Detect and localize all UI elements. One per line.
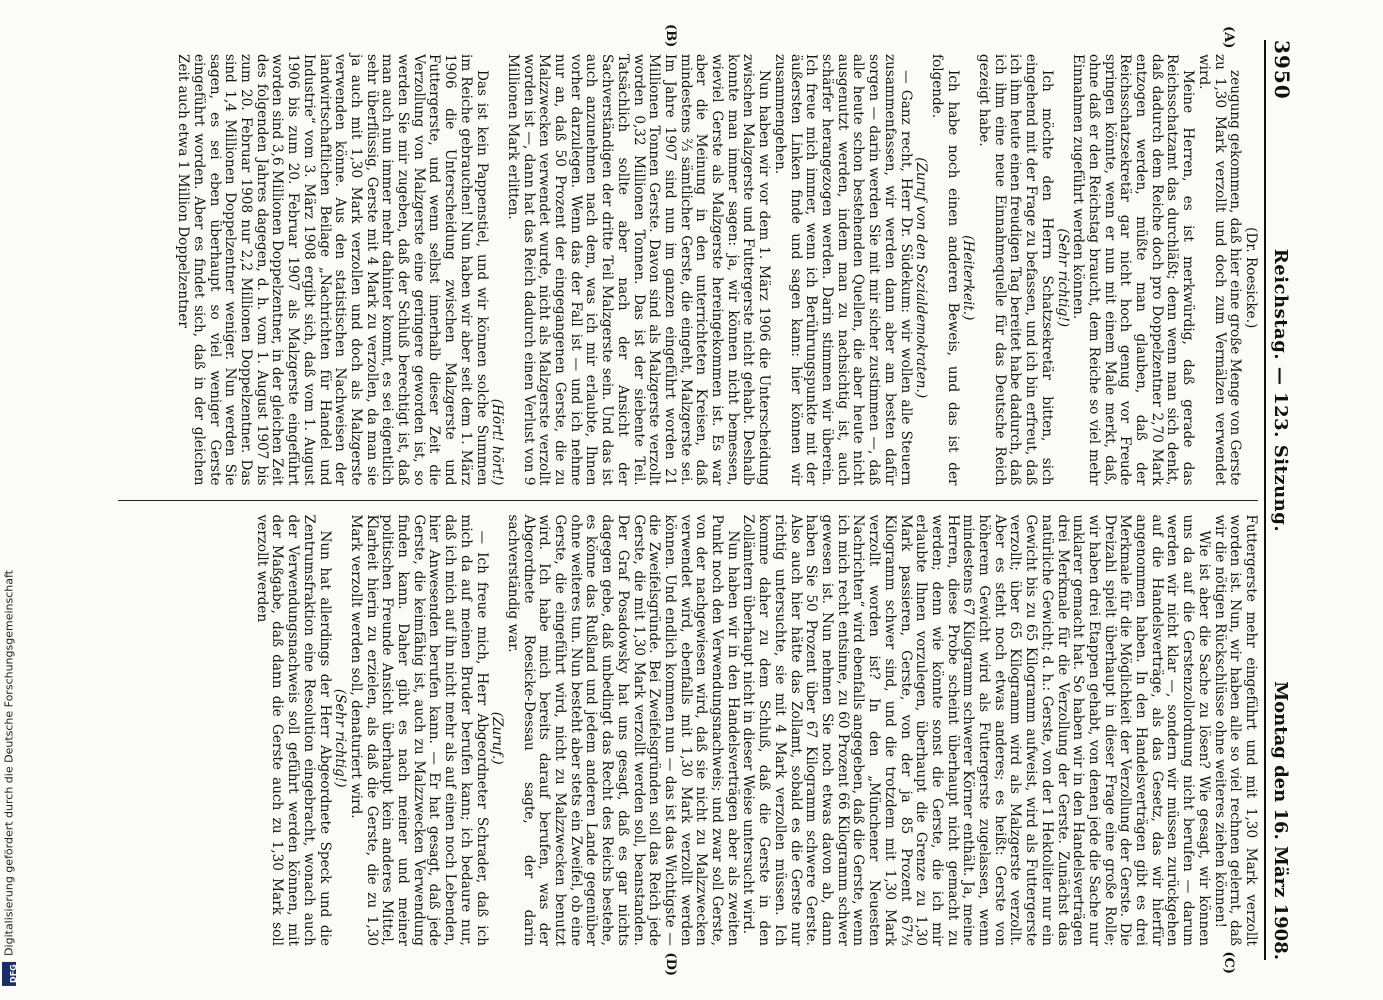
page-number: 3950 [1270,40,1294,100]
paragraph: zeugung gekommen, daß hier eine große Menge von Gerste zu 1,30 Mark verzollt und doch zum Vermälzen verwendet wird. [1195,54,1244,486]
left-column [118,24,1259,501]
interjection: (Zuruf von den Sozialdemokraten.) [913,157,930,399]
credit-text: Digitalisierung gefördert durch die Deutsche Forschungsgemeinschaft [2,570,16,956]
right-column [118,501,1259,976]
paragraph: Nun haben wir vor dem 1. März 1906 die Unterscheidung zwischen Malzgerste und Futtergerste nicht gehabt. Deshalb konnte man immer sagen: ja, wir können nicht bemessen, wieviel Gerste als Malzgerste hereingekommen ist. Es war aber die Meinung in den unterrichteten Kreisen, daß mindestens ⅔ sämtlicher Gerste, die eingeht, Malzgerste sei. Im Jahre 1907 sind nun im ganzen eingeführt worden 21 Millionen Tonnen Gerste. Davon sind als Malzgerste verzollt worden 0,32 Millionen Tonnen. Das ist der siebente Teil. Tatsächlich sollte aber nach der Ansicht der Sachverständigen der dritte Teil Malzgerste sein. Und das ist auch anzunehmen nach dem, was ich mir erlaubte, Ihnen vorher darzulegen. Wenn das der Fall ist — und ich nehme nur an, daß 50 Prozent der eingegangenen Gerste, die zu Malzzwecken verwendet wurde, nicht als Malzgerste verzollt worden ist —, dann hat das Reich dadurch einen Verlust von 9 Millionen Mark erlitten. [504,54,773,486]
session-date: Montag den 16. März 1908. [1270,681,1291,960]
speaker-name: (Dr. Roesicke.) [1243,227,1259,329]
page-header [1264,40,1294,960]
interjection: (Heiterkeit.) [960,235,977,321]
paragraph: Meine Herren, es ist merkwürdig, daß gerade das Reichsschatzamt das durchläßt; denn wenn man sich denkt, daß dadurch dem Reiche doch pro Doppelzentner 2,70 Mark entzogen werden, müßte man glauben, daß der Reichsschatzsekretär gar nicht hoch genug vor Freude springen könnte, wenn er nun mit einem Male merkt, daß, ohne daß er den Reichstag braucht, dem Reiche so viel mehr Einnahmen zugeführt werden können. [1070,54,1197,486]
paragraph: Ich möchte den Herrn Schatzsekretär bitten, sich eingehend mit der Frage zu befassen, und ich bin erfreut, daß ich ihm heute einen freudigen Tag bereitet habe dadurch, daß ich ihm eine neue Einnahmequelle für das Deutsche Reich gezeigt habe. [976,54,1055,486]
paragraph: Nun hat allerdings der Herr Abgeordnete Speck und die Zentrumsfraktion eine Resolution eingebracht, wonach auch der Verwendungsnachweis soll geführt werden können, mit der Maßgabe, daß dann die Gerste auch zu 1,30 Mark soll verzollt werden [253,514,333,946]
margin-mark-a: (A) [1221,26,1236,49]
paragraph: Ich habe noch einen anderen Beweis, und das ist der folgende. [928,54,961,486]
paragraph: Nun haben wir in den Handelsverträgen aber als zweiten Punkt noch den Verwendungsnachweis; und zwar soll Gerste, von der nachgewiesen wird, daß sie nicht zu Malzzwecken verwendet wird, ebenfalls mit 1,30 Mark verzollt werden können. Und endlich kommen nun — das ist das Wichtigste — die Zweifelsgründe. Bei Zweifelsgründen soll das Reich jede Gerste, die mit 1,30 Mark verzollt werden soll, beanstanden. Der Graf Posadowsky hat uns gesagt, daß es gar nichts dagegen gebe, daß unbedingt das Recht des Reichs bestehe, es könne das Rußland und jedem anderen Lande gegenüber ohne weiteres tun. Nun besteht aber stets ein Zweifel, ob eine Gerste, die eingeführt wird, nicht zu Malzzwecken benutzt wird. Ich habe mich bereits darauf berufen, was der Abgeordnete Roesicke-Dessau sagte, der darin sachverständig war. [504,514,741,946]
interjection: (Hört! hört!) [489,398,506,486]
interjection: (Zuruf.) [489,711,506,765]
paragraph: Das ist kein Pappenstiel, und wir können solche Summen im Reiche gebrauchen! Nun haben wir aber seit dem 1. März 1906 die Unterscheidung zwischen Malzgerste und Futtergerste, und wenn selbst innerhalb dieser Zeit die Verzollung von Malzgerste eine geringere geworden ist, so werden Sie mir zugeben, daß der Schluß berechtigt ist, daß man auch nun immer mehr dahinter kommt, es sei eigentlich sehr überflüssig, Gerste mit 4 Mark zu verzollen, da man sie ja auch mit 1,30 Mark verzollen und doch als Malzgerste verwenden könne. Aus den statistischen Nachweisen der landwirtschaftlichen Beilage „Nachrichten für Handel und Industrie“ vom 3. März 1908 ergibt sich, daß vom 1. August 1906 bis zum 20. Februar 1907 als Malzgerste eingeführt worden sind 3,6 Millionen Doppelzentner, in der gleichen Zeit des folgenden Jahres dagegen, d. h. vom 1. August 1907 bis zum 20. Februar 1908 nur 2,2 Millionen Doppelzentner. Das sind 1,4 Millionen Doppelzentner weniger. Nun werden Sie sagen, es sei eben überhaupt so viel weniger Gerste eingeführt worden. Aber es findet sich, daß in der gleichen Zeit auch etwa 1 Million Doppelzentner [175,54,490,486]
margin-mark-c: (C) [1221,951,1236,974]
paragraph: — Ich freue mich, Herr Abgeordneter Schrader, daß ich mich da auf meinen Bruder berufen kann; ich bedaure nur, daß ich mich auf ihn nicht mehr als auf einen noch Lebenden, hier Anwesenden berufen kann. — Er hat gesagt, daß jede Gerste, die keimfähig ist, auch zu Malzzwecken Verwendung finden kann. Daher gibt es nach meiner und meiner politischen Freunde Ansicht überhaupt kein anderes Mittel, Klarheit hierin zu erzielen, als daß die Gerste, die zu 1,30 Mark verzollt werden soll, denaturiert wird. [347,514,490,946]
interjection: (Sehr richtig!) [1054,228,1071,328]
rotated-newspaper-sheet [66,20,1316,980]
paragraph: Wie ist aber die Sache zu lösen? Wie gesagt, wir können uns da auf die Gerstenzollordnung nicht berufen — darum werden wir nicht klar —, sondern wir müssen zurückgehen auf die Handelsverträge, als das Gesetz, das wir hierfür angenommen haben. In den Handelsverträgen gibt es drei Merkmale für die Möglichkeit der Verzollung der Gerste. Die Dreizahl spielt überhaupt in dieser Frage eine große Rolle; wir haben drei Etappen gehabt, von denen jede die Sache nur unklarer gemacht hat. So haben wir in den Handelsverträgen drei Merkmale für die Verzollung der Gerste. Zunächst das natürliche Gewicht; d. h.: Gerste, von der 1 Hektoliter nur ein Gewicht bis zu 65 Kilogramm aufweist, wird als Futtergerste verzollt; über 65 Kilogramm wird als Malzgerste verzollt. Aber es steht noch etwas anderes; es heißt: Gerste von höherem Gewicht wird als Futtergerste zugelassen, wenn mindestens 67 Kilogramm schwerer Körner enthält. Ja, meine Herren, diese Probe scheint überhaupt nicht gemacht zu werden; denn wie könnte sonst die Gerste, die ich mir erlaubte Ihnen vorzulegen, überhaupt die Grenze zu 1,30 Mark passieren, Gerste, von der ja 85 Prozent 67⅓ Kilogramm schwer sind, und die trotzdem mit 1,30 Mark verzollt worden ist? In den „Münchener Neuesten Nachrichten“ wird ebenfalls angegeben, daß die Gerste, wenn ich mich recht entsinne, zu 60 Prozent 66 Kilogramm schwer gewesen ist. Nun nehmen Sie noch etwas davon ab, dann haben Sie 50 Prozent über 67 Kilogramm schwere Gerste. Also auch hier hätte das Zollamt, sobald es die Gerste nur richtig untersuchte, sie mit 4 Mark verzollen müssen. Ich komme daher zu dem Schluß, daß die Gerste in den Zollämtern überhaupt nicht in dieser Weise untersucht wird. [740,514,1212,946]
paragraph: Futtergerste mehr eingeführt und mit 1,30 Mark verzollt worden ist. Nun, wir haben alle so viel rechnen gelernt, daß wir die nötigen Rückschlüsse ohne weiteres ziehen können! [1211,514,1259,946]
dfg-logo: DFG [2,962,16,986]
digitization-credit [2,570,16,986]
paragraph: — Ganz recht, Herr Dr. Südekum: wir wollen alle Steuern zusammenfassen, wir werden dann aber am besten dafür sorgen — darin werden Sie mit mir sicher zustimmen —, daß alle heute schon bestehenden Quellen, die aber heute nicht ausgenutzt werden, indem man zu nachsichtig ist, auch schärfer herangezogen werden. Darin stimmen wir überein. Ich freue mich immer, wenn ich Berührungspunkte mit der äußersten Linken finde und sagen kann: hier können wir zusammengehen. [771,54,914,486]
interjection: (Sehr richtig!) [332,688,349,788]
margin-mark-b: (B) [663,24,678,48]
session-title: Reichstag. — 123. Sitzung. [1270,248,1291,533]
margin-mark-d: (D) [663,952,678,976]
text-columns [118,24,1259,976]
